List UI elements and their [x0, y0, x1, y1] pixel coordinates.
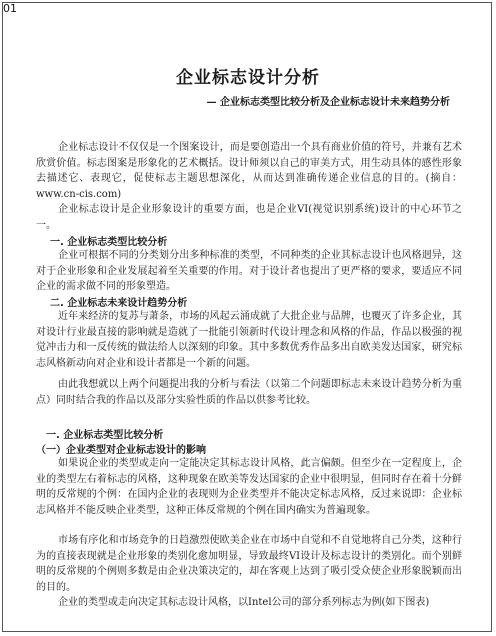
section-2-heading: 二. 企业标志未来设计趋势分析 — [50, 298, 188, 309]
detail-paragraph-2: 市场有序化和市场竞争的日趋激烈使欧美企业在市场中自觉和不自觉地将自己分类，这种行为的直接表现就是企业形象的类别化愈加明显，导致最终VI设计及标志设计的类别化。而个别鲜明的反常规的个例则多数是由企业决策决定的，却在客观上达到了吸引受众使企业形象脱颖而出的目的。 — [36, 535, 462, 593]
detail-paragraph-3: 企业的类型或走向决定其标志设计风格，以Intel公司的部分系列标志为例(如下图表) — [58, 597, 430, 608]
intro-paragraph-1: 企业标志设计不仅仅是一个图案设计，而是要创造出一个具有商业价值的符号，并兼有艺术欣赏价值。标志图案是形象化的艺术概括。设计师须以自己的审美方式，用生动具体的感性形象去描述它、表现它，促使标志主题思想深化，从而达到准确传递企业信息的目的。(摘自：www.cn-cis.com) — [36, 142, 462, 200]
document-subtitle: — 企业标志类型比较分析及企业标志设计未来趋势分析 — [206, 97, 450, 108]
section-1-heading: 一. 企业标志类型比较分析 — [50, 237, 168, 248]
section-2-body: 近年来经济的复苏与萧条，市场的风起云涌成就了大批企业与品牌，也覆灭了许多企业，其对设计行业最直接的影响就是造就了一批能引领新时代设计理念和风格的作品，作品以极强的视觉冲击力和一反传统的做法给人以深刻的印象。其中多数优秀作品多出自欧美发达国家，研究标志风格新动向对企业和设计者都是一个新的问题。 — [36, 311, 462, 369]
detail-heading: 一. 企业标志类型比较分析 — [46, 430, 164, 441]
summary-paragraph: 由此我想就以上两个问题提出我的分析与看法（以第二个问题即标志未来设计趋势分析为重点）同时结合我的作品以及部分实验性质的作品以供参考比较。 — [36, 379, 462, 406]
page-number: 01 — [3, 2, 17, 15]
intro-paragraph-2: 企业标志设计是企业形象设计的重要方面，也是企业VI(视觉识别系统)设计的中心环节之一。 — [36, 204, 462, 231]
detail-paragraph-1: 如果说企业的类型或走向一定能决定其标志设计风格，此言偏颇。但至少在一定程度上，企业的类型左右着标志的风格，这种现象在欧美等发达国家的企业中很明显，但同时存在着十分鲜明的反常规的个例：在国内企业的表现则为企业类型并不能决定标志风格，反过来说即：企业标志风格并不能反映企业类型，这种正体反常规的个例在国内确实为普遍现象。 — [36, 458, 462, 516]
section-1-body: 企业可根据不同的分类划分出多种标准的类型，不同种类的企业其标志设计也风格迥异，这对于企业形象和企业发展起着至关重要的作用。对于设计者也提出了更严格的要求，要适应不同企业的需求做不同的形象塑造。 — [36, 250, 462, 292]
document-title: 企业标志设计分析 — [176, 68, 320, 88]
detail-subheading: （一）企业类型对企业标志设计的影响 — [36, 445, 206, 456]
